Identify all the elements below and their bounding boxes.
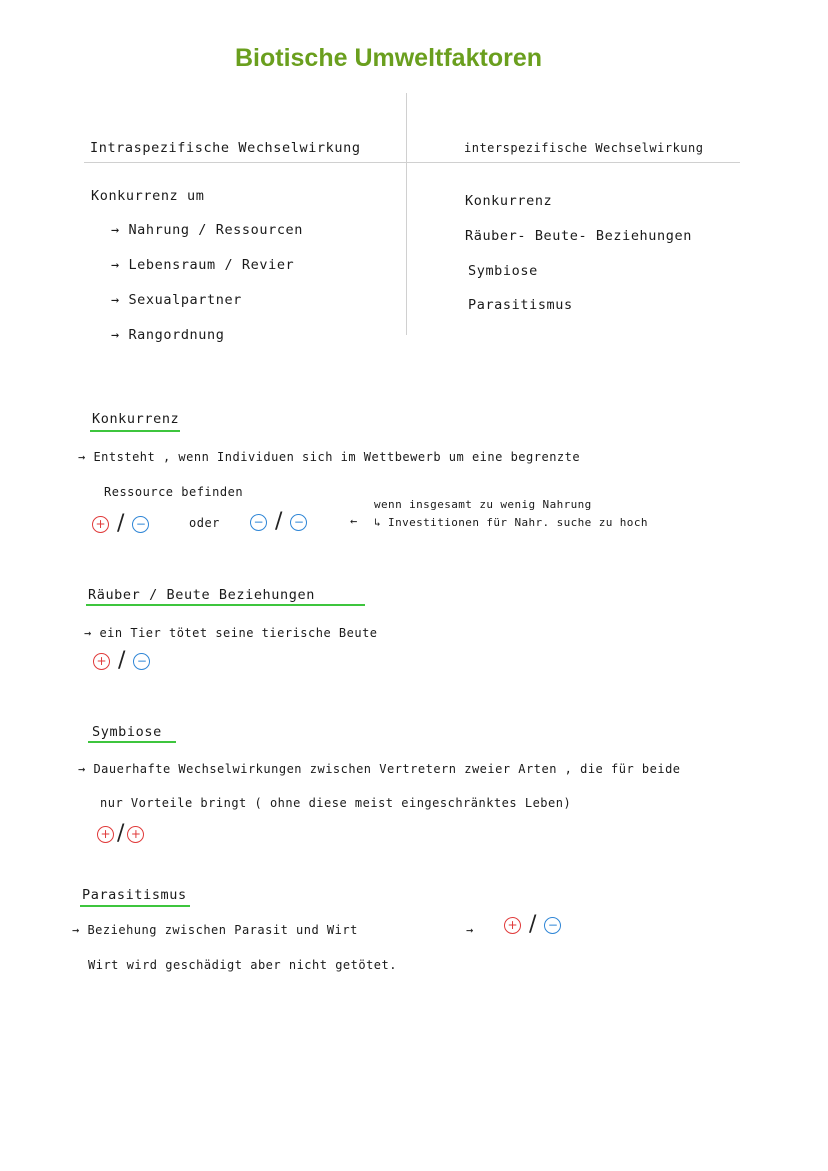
relation-plus-minus xyxy=(93,650,150,672)
symbiose-text-line1: → Dauerhafte Wechselwirkungen zwischen Vertretern zweier Arten , die für beide xyxy=(78,762,681,776)
relation-minus-minus xyxy=(250,511,307,533)
minus-circle-icon: − xyxy=(544,917,561,934)
intra-item: → Rangordnung xyxy=(111,327,225,343)
slash-glyph: / xyxy=(117,821,125,846)
right-arrow-icon: → xyxy=(466,923,474,937)
relation-plus-minus xyxy=(92,513,149,535)
raeuber-underline xyxy=(86,604,365,606)
raeuber-text-line1: → ein Tier tötet seine tierische Beute xyxy=(84,626,378,640)
relation-plus-minus xyxy=(504,914,561,936)
plus-circle-icon: + xyxy=(93,653,110,670)
intra-item: → Nahrung / Ressourcen xyxy=(111,222,304,238)
inter-item: Konkurrenz xyxy=(465,193,553,209)
inter-item: Räuber- Beute- Beziehungen xyxy=(465,228,692,244)
symbiose-heading: Symbiose xyxy=(92,724,162,740)
parasitismus-text-line2: Wirt wird geschädigt aber nicht getötet. xyxy=(88,958,397,972)
oder-text: oder xyxy=(189,516,220,530)
inter-item: Parasitismus xyxy=(468,297,573,313)
konkurrenz-note-1: wenn insgesamt zu wenig Nahrung xyxy=(374,498,592,511)
slash-glyph: / xyxy=(529,912,537,937)
header-intraspecific: Intraspezifische Wechselwirkung xyxy=(90,140,361,156)
slash-glyph: / xyxy=(118,648,126,673)
intra-heading: Konkurrenz um xyxy=(91,188,205,204)
slash-glyph: / xyxy=(275,509,283,534)
minus-circle-icon: − xyxy=(290,514,307,531)
konkurrenz-text-line1: → Entsteht , wenn Individuen sich im Wettbewerb um eine begrenzte xyxy=(78,450,581,464)
parasitismus-underline xyxy=(80,905,190,907)
minus-circle-icon: − xyxy=(133,653,150,670)
parasitismus-text-line1: → Beziehung zwischen Parasit und Wirt xyxy=(72,923,358,937)
slash-glyph: / xyxy=(117,511,125,536)
symbiose-underline xyxy=(88,741,176,743)
header-interspecific: interspezifische Wechselwirkung xyxy=(464,141,704,155)
plus-circle-icon: + xyxy=(504,917,521,934)
konkurrenz-text-line2: Ressource befinden xyxy=(104,485,244,499)
table-vertical-divider xyxy=(406,93,407,335)
inter-item: Symbiose xyxy=(468,263,538,279)
raeuber-heading: Räuber / Beute Beziehungen xyxy=(88,587,315,603)
plus-circle-icon: + xyxy=(127,826,144,843)
intra-item: → Sexualpartner xyxy=(111,292,242,308)
plus-circle-icon: + xyxy=(92,516,109,533)
intra-item: → Lebensraum / Revier xyxy=(111,257,295,273)
page-title: Biotische Umweltfaktoren xyxy=(234,44,542,72)
relation-plus-plus xyxy=(97,823,144,845)
table-horizontal-divider xyxy=(84,162,740,163)
konkurrenz-underline xyxy=(90,430,180,432)
konkurrenz-note-2: ↳ Investitionen für Nahr. suche zu hoch xyxy=(374,516,648,529)
left-arrow-icon: ← xyxy=(350,514,358,528)
plus-circle-icon: + xyxy=(97,826,114,843)
minus-circle-icon: − xyxy=(132,516,149,533)
konkurrenz-heading: Konkurrenz xyxy=(92,411,180,427)
symbiose-text-line2: nur Vorteile bringt ( ohne diese meist eingeschränktes Leben) xyxy=(100,796,572,810)
minus-circle-icon: − xyxy=(250,514,267,531)
parasitismus-heading: Parasitismus xyxy=(82,887,187,903)
